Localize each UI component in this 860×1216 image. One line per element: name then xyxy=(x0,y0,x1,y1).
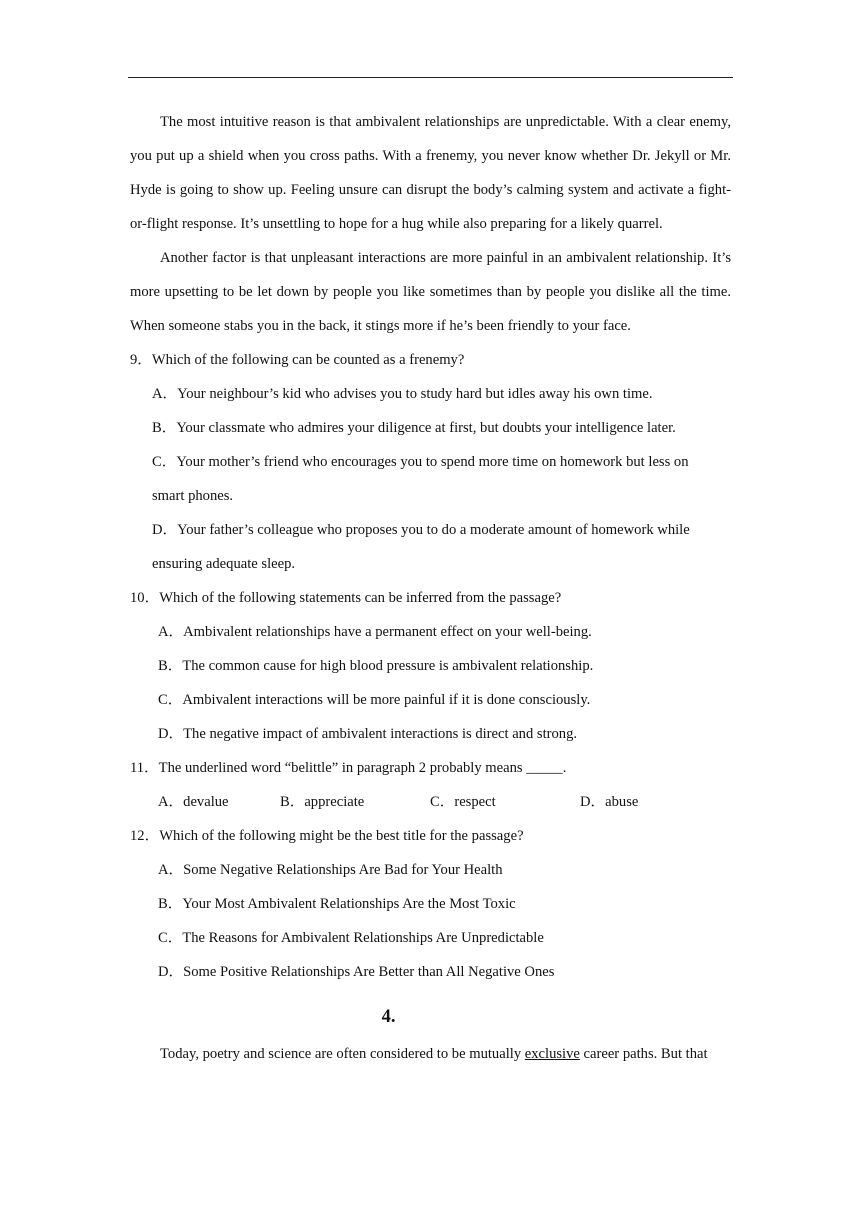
question-number: 9． xyxy=(130,352,152,368)
option-text: Ambivalent interactions will be more painful if it is done consciously. xyxy=(182,692,591,708)
passage-paragraph-2: Another factor is that unpleasant interactions are more painful in an ambivalent relationship. It’s more upsetting to be let down by people you like sometimes than by people you dislike all the time. When someone stabs you in the back, it stings more if he’s been friendly to your face. xyxy=(130,250,731,334)
question-9 xyxy=(130,343,731,581)
option-text: Your classmate who admires your diligence at first, but doubts your intelligence later. xyxy=(176,420,676,436)
option-letter: C． xyxy=(158,930,183,946)
section-intro-paragraph xyxy=(130,1037,731,1071)
option-text: Your Most Ambivalent Relationships Are the Most Toxic xyxy=(182,896,516,912)
header-rule xyxy=(128,77,733,78)
option-d xyxy=(130,513,731,581)
option-b xyxy=(280,785,430,819)
option-b xyxy=(130,887,731,921)
question-number: 12． xyxy=(130,828,160,844)
option-d xyxy=(130,717,731,751)
option-text: Your father’s colleague who proposes you to do a moderate amount of homework while ensuring adequate sleep. xyxy=(152,522,690,572)
section-heading: 4. xyxy=(381,1007,396,1027)
option-b xyxy=(130,411,731,445)
option-a xyxy=(130,853,731,887)
option-letter: B． xyxy=(158,896,183,912)
option-a xyxy=(130,615,731,649)
question-12 xyxy=(130,819,731,989)
option-letter: B． xyxy=(158,658,183,674)
option-c xyxy=(130,683,731,717)
question-text: Which of the following might be the best title for the passage? xyxy=(159,828,524,844)
option-row xyxy=(130,785,731,819)
option-a xyxy=(158,785,280,819)
option-letter: A． xyxy=(158,862,184,878)
question-stem xyxy=(130,751,731,785)
option-c xyxy=(430,785,580,819)
question-stem xyxy=(130,819,731,853)
option-text: abuse xyxy=(605,794,639,810)
option-c xyxy=(130,921,731,955)
question-number: 10． xyxy=(130,590,160,606)
option-letter: D． xyxy=(158,964,184,980)
option-letter: C． xyxy=(430,794,455,810)
option-text: Some Negative Relationships Are Bad for Your Health xyxy=(183,862,503,878)
option-c xyxy=(130,445,731,513)
option-d xyxy=(580,785,638,819)
option-letter: D． xyxy=(580,794,606,810)
option-text: The Reasons for Ambivalent Relationships Are Unpredictable xyxy=(182,930,544,946)
question-text: Which of the following statements can be inferred from the passage? xyxy=(159,590,562,606)
option-b xyxy=(130,649,731,683)
option-letter: B． xyxy=(280,794,305,810)
option-text: Your mother’s friend who encourages you to spend more time on homework but less on smart phones. xyxy=(152,454,689,504)
option-text: respect xyxy=(454,794,496,810)
intro-text: Today, poetry and science are often considered to be mutually xyxy=(160,1046,525,1062)
underlined-word: exclusive xyxy=(524,1046,580,1062)
question-stem xyxy=(130,343,731,377)
option-text: appreciate xyxy=(304,794,365,810)
question-text: The underlined word “belittle” in paragraph 2 probably means _____. xyxy=(158,760,567,776)
passage-paragraph-1: The most intuitive reason is that ambivalent relationships are unpredictable. With a clear enemy, you put up a shield when you cross paths. With a frenemy, you never know whether Dr. Jekyll or Mr. Hyde is going to show up. Feeling unsure can disrupt the body’s calming system and activate a fight-or-flight response. It’s unsettling to hope for a hug while also preparing for a likely quarrel. xyxy=(130,114,731,232)
option-text: Ambivalent relationships have a permanent effect on your well-being. xyxy=(183,624,592,640)
option-text: Some Positive Relationships Are Better than All Negative Ones xyxy=(183,964,555,980)
option-letter: B． xyxy=(152,420,177,436)
option-letter: A． xyxy=(152,386,178,402)
question-11 xyxy=(130,751,731,819)
question-10 xyxy=(130,581,731,751)
question-text: Which of the following can be counted as a frenemy? xyxy=(151,352,465,368)
option-letter: D． xyxy=(158,726,184,742)
option-letter: D． xyxy=(152,522,178,538)
option-letter: A． xyxy=(158,794,184,810)
question-stem xyxy=(130,581,731,615)
option-text: devalue xyxy=(183,794,229,810)
option-a xyxy=(130,377,731,411)
question-number: 11． xyxy=(130,760,159,776)
option-d xyxy=(130,955,731,989)
option-letter: C． xyxy=(152,454,177,470)
option-letter: A． xyxy=(158,624,184,640)
option-letter: C． xyxy=(158,692,183,708)
intro-text-cont: career paths. But that xyxy=(579,1046,708,1062)
option-text: The common cause for high blood pressure is ambivalent relationship. xyxy=(182,658,594,674)
document-body xyxy=(130,105,731,1071)
option-text: Your neighbour’s kid who advises you to study hard but idles away his own time. xyxy=(177,386,653,402)
option-text: The negative impact of ambivalent interactions is direct and strong. xyxy=(183,726,578,742)
